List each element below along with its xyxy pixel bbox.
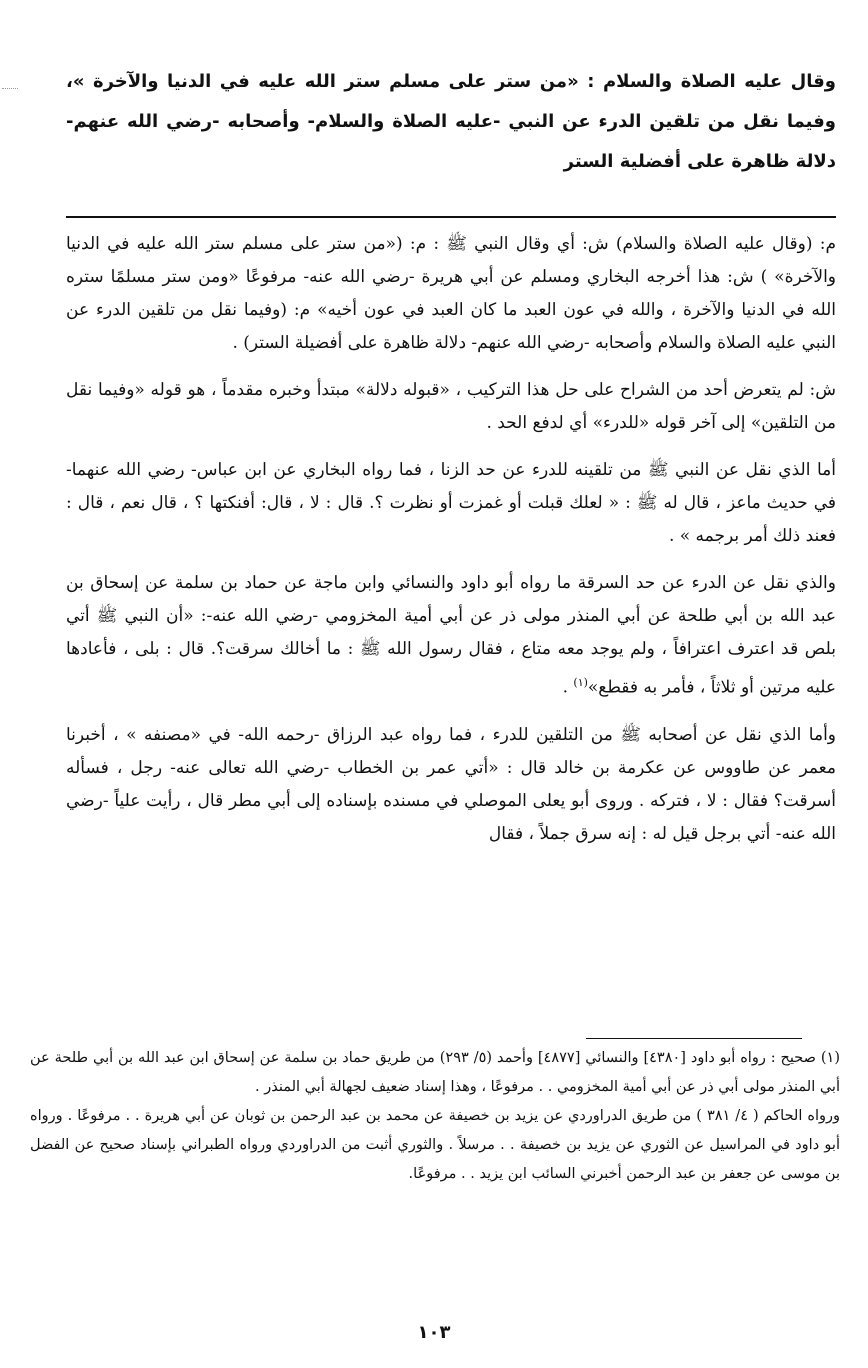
section-divider: [66, 216, 836, 218]
margin-mark: [2, 88, 18, 89]
footnote-divider: [586, 1038, 802, 1039]
commentary-paragraph-2: ش: لم يتعرض أحد من الشراح على حل هذا التركيب ، «قبوله دلالة» مبتدأ وخبره مقدماً ، هو قوله «وفيما نقل من التلقين» إلى آخر قوله «للدرء» أي لدفع الحد .: [66, 380, 836, 433]
commentary-paragraph-4-text: والذي نقل عن الدرء عن حد السرقة ما رواه أبو داود والنسائي وابن ماجة عن حماد بن سلمة عن إسحاق بن عبد الله بن أبي طلحة عن أبي المنذر مولى ذر عن أبي أمية المخزومي -رضي الله عنه-: «أن النبي ﷺ أتي بلص قد اعترف اعترافاً ، ولم يوجد معه متاع ، فقال رسول الله ﷺ : ما أخالك سرقت؟. قال : بلى ، فأعادها عليه مرتين أو ثلاثاً ، فأمر به فقطع»: [66, 573, 836, 698]
footnote-1-continuation: ورواه الحاكم ( ٤/ ٣٨١ ) من طريق الدراوردي عن يزيد بن خصيفة عن محمد بن عبد الرحمن بن ثوبان عن أبي هريرة . . مرفوعًا . ورواه أبو داود في المراسيل عن الثوري عن يزيد بن خصيفة . . مرسلاً . والثوري أثبت من الدراوردي ورواه الطبراني بإسناد صحيح عن الفضل بن موسى عن جعفر بن عبد الرحمن أخبرني السائب ابن يزيد . . مرفوعًا.: [30, 1108, 840, 1182]
footnote-1: (١) صحيح : رواه أبو داود [٤٣٨٠] والنسائي [٤٨٧٧] وأحمد (٥/ ٢٩٣) من طريق حماد بن سلمة عن إسحاق ابن عبد الله بن أبي طلحة عن أبي المنذر مولى أبي ذر عن أبي أمية المخزومي . . مرفوعًا ، وهذا إسناد ضعيف لجهالة أبي المنذر .: [30, 1050, 840, 1095]
page-number: ١٠٣: [417, 1322, 451, 1343]
commentary-paragraph-1: م: (وقال عليه الصلاة والسلام) ش: أي وقال النبي ﷺ : م: («من ستر على مسلم ستر الله عليه في الدنيا والآخرة» ) ش: هذا أخرجه البخاري ومسلم عن أبي هريرة -رضي الله عنه- مرفوعًا «ومن ستر مسلمًا ستره الله في الدنيا والآخرة ، والله في عون العبد ما كان العبد في عون أخيه» م: (وفيما نقل من تلقين الدرء عن النبي عليه الصلاة والسلام وأصحابه -رضي الله عنهم- دلالة ظاهرة على أفضيلة الستر) .: [66, 234, 836, 353]
footnote-reference[interactable]: (١): [573, 676, 588, 689]
commentary-paragraph-3: أما الذي نقل عن النبي ﷺ من تلقينه للدرء عن حد الزنا ، فما رواه البخاري عن ابن عباس- رضي الله عنهما- في حديث ماعز ، قال له ﷺ : « لعلك قبلت أو غمزت أو نظرت ؟. قال : لا ، قال: أفنكتها ؟ ، قال نعم ، قال : فعند ذلك أمر برجمه » .: [66, 460, 836, 546]
matn-text: وقال عليه الصلاة والسلام : «من ستر على مسلم ستر الله عليه في الدنيا والآخرة »، وفيما نقل من تلقين الدرء عن النبي -عليه الصلاة والسلام- وأصحابه -رضي الله عنهم- دلالة ظاهرة على أفضلية الستر: [66, 71, 836, 172]
commentary-paragraph-4: والذي نقل عن الدرء عن حد السرقة ما رواه أبو داود والنسائي وابن ماجة عن حماد بن سلمة عن إسحاق بن عبد الله بن أبي طلحة عن أبي المنذر مولى ذر عن أبي أمية المخزومي -رضي الله عنه-: «أن النبي ﷺ أتي بلص قد اعترف اعترافاً ، ولم يوجد معه متاع ، فقال رسول الله ﷺ : ما أخالك سرقت؟. قال : بلى ، فأعادها عليه مرتين أو ثلاثاً ، فأمر به فقطع»$^{(١)}$ .: [66, 573, 836, 698]
page-body: [66, 50, 836, 865]
footnotes: [30, 1044, 840, 1189]
commentary-paragraph-5: وأما الذي نقل عن أصحابه ﷺ من التلقين للدرء ، فما رواه عبد الرزاق -رحمه الله- في «مصنفه » ، أخبرنا معمر عن طاووس عن عكرمة بن خالد قال : «أتي عمر بن الخطاب -رضي الله تعالى عنه- رجل ، فسأله أسرقت؟ فقال : لا ، فتركه . وروى أبو يعلى الموصلي في مسنده بإسناده إلى أبي مطر قال ، رأيت علياً -رضي الله عنه- أتي برجل قيل له : إنه سرق جملاً ، فقال: [66, 724, 836, 844]
